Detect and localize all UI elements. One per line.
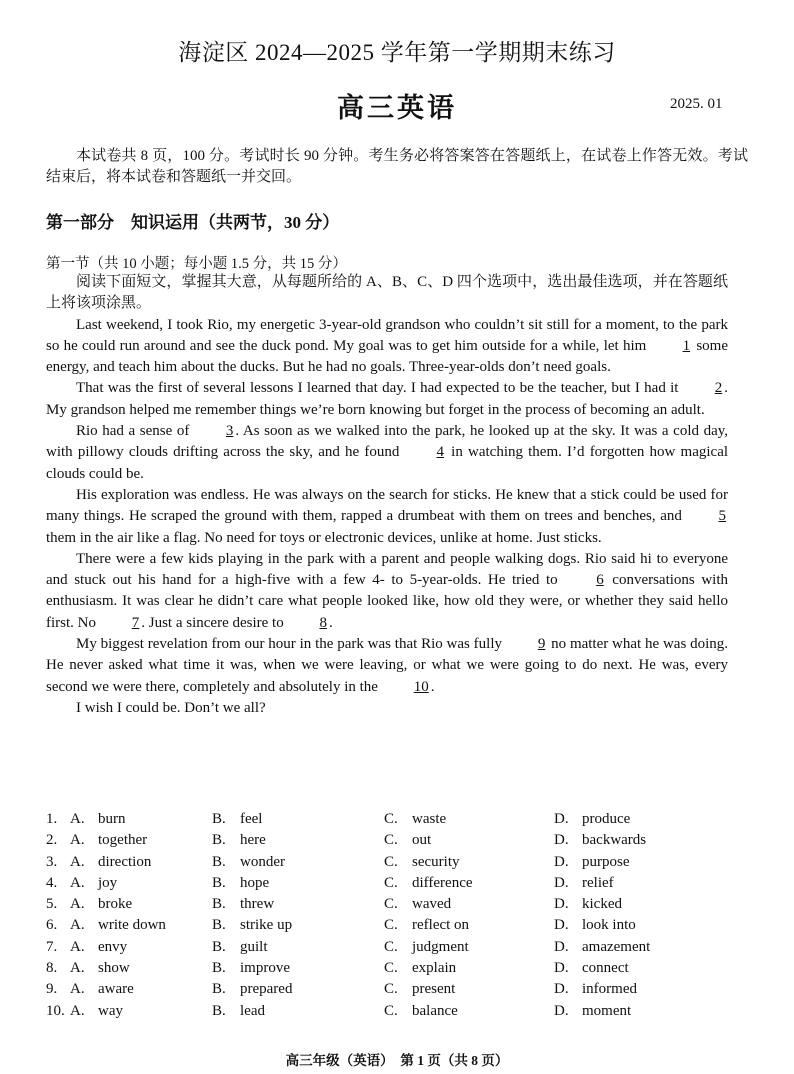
option-c bbox=[384, 1001, 554, 1022]
option-letter: D. bbox=[554, 938, 569, 955]
option-text: waved bbox=[412, 896, 452, 913]
option-text: security bbox=[412, 853, 460, 870]
exam-date: 2025. 01 bbox=[670, 96, 723, 112]
option-letter: C. bbox=[384, 896, 398, 913]
option-text: improve bbox=[240, 960, 290, 977]
option-d bbox=[554, 937, 734, 958]
option-row bbox=[46, 830, 736, 851]
option-letter: A. bbox=[70, 981, 85, 998]
option-b bbox=[212, 852, 384, 873]
option-c bbox=[384, 830, 554, 851]
option-a bbox=[46, 915, 212, 936]
option-a bbox=[46, 809, 212, 830]
option-a bbox=[46, 894, 212, 915]
option-text: waste bbox=[412, 811, 447, 827]
option-letter: A. bbox=[70, 896, 85, 913]
passage-paragraph: Rio had a sense of 3 . As soon as we walked into the park, he looked up at the sky. It was a cold day, with pillowy clouds drifting across the sky, and he found 4 in watching them. I’d forgotten how magical clouds could be. bbox=[46, 423, 729, 482]
option-letter: C. bbox=[384, 917, 398, 934]
option-text: connect bbox=[582, 960, 629, 977]
option-text: broke bbox=[98, 896, 133, 913]
option-text: backwards bbox=[582, 832, 647, 849]
option-d bbox=[554, 830, 734, 851]
option-letter: A. bbox=[70, 811, 85, 827]
option-letter: C. bbox=[384, 832, 398, 849]
option-c bbox=[384, 915, 554, 936]
option-letter: B. bbox=[212, 853, 226, 870]
option-text: way bbox=[98, 1002, 123, 1019]
option-row bbox=[46, 873, 736, 894]
option-letter: C. bbox=[384, 960, 398, 977]
question-number: 10. bbox=[46, 1002, 65, 1019]
option-a bbox=[46, 830, 212, 851]
option-text: lead bbox=[240, 1002, 265, 1019]
passage-paragraph: Last weekend, I took Rio, my energetic 3-year-old grandson who couldn’t sit still for a moment, to the park so he could run around and see the duck pond. My goal was to get him outside for a while, let him 1 some energy, and teach him about the ducks. But he had no goals. Three-year-olds don’t need goals. bbox=[46, 316, 728, 376]
option-text: out bbox=[412, 832, 432, 849]
option-a bbox=[46, 852, 212, 873]
option-letter: B. bbox=[212, 917, 226, 934]
question-number: 9. bbox=[46, 981, 58, 998]
option-letter: D. bbox=[554, 896, 569, 913]
option-b bbox=[212, 830, 384, 851]
option-letter: B. bbox=[212, 981, 226, 998]
option-d bbox=[554, 958, 734, 979]
question-number: 2. bbox=[46, 832, 58, 849]
option-letter: C. bbox=[384, 811, 398, 827]
option-text: envy bbox=[98, 938, 128, 955]
instructions: 阅读下面短文，掌握其大意，从每题所给的 A、B、C、D 四个选项中，选出最佳选项，并在答题纸上将该项涂黑。 bbox=[46, 274, 728, 312]
option-text: guilt bbox=[240, 938, 268, 955]
option-text: burn bbox=[98, 811, 126, 827]
passage-paragraph: My biggest revelation from our hour in the park was that Rio was fully 9 no matter what he was doing. He never asked what time it was, when we were leaving, or what we were going to do next. He was, every second we were there, completely and absolutely in the 10 . bbox=[46, 634, 728, 698]
option-text: relief bbox=[582, 874, 614, 891]
option-letter: D. bbox=[554, 853, 569, 870]
blank-5: 5 bbox=[718, 508, 727, 525]
option-letter: D. bbox=[554, 960, 569, 977]
option-letter: D. bbox=[554, 832, 569, 849]
option-text: together bbox=[98, 832, 148, 849]
option-text: judgment bbox=[412, 938, 469, 955]
question-number: 3. bbox=[46, 853, 58, 870]
option-text: here bbox=[240, 832, 266, 849]
option-text: kicked bbox=[582, 896, 622, 913]
option-row bbox=[46, 915, 736, 936]
option-text: joy bbox=[98, 874, 118, 891]
option-text: purpose bbox=[582, 853, 630, 870]
option-d bbox=[554, 915, 734, 936]
option-letter: A. bbox=[70, 853, 85, 870]
option-a bbox=[46, 979, 212, 1000]
option-text: threw bbox=[240, 896, 275, 913]
option-letter: A. bbox=[70, 1002, 85, 1019]
option-c bbox=[384, 809, 554, 830]
option-a bbox=[46, 937, 212, 958]
option-letter: C. bbox=[384, 938, 398, 955]
exam-notice: 本试卷共 8 页，100 分。考试时长 90 分钟。考生务必将答案答在答题纸上，在试卷上作答无效。考试结束后，将本试卷和答题纸一并交回。 bbox=[46, 148, 748, 185]
option-b bbox=[212, 958, 384, 979]
passage-paragraph: I wish I could be. Don’t we all? bbox=[76, 699, 266, 716]
option-letter: C. bbox=[384, 874, 398, 891]
option-d bbox=[554, 852, 734, 873]
cloze-passage bbox=[46, 272, 728, 719]
question-number: 4. bbox=[46, 874, 58, 891]
option-d bbox=[554, 894, 734, 915]
option-b bbox=[212, 873, 384, 894]
option-letter: C. bbox=[384, 1002, 398, 1019]
option-letter: A. bbox=[70, 874, 85, 891]
question-number: 5. bbox=[46, 896, 58, 913]
option-letter: D. bbox=[554, 981, 569, 998]
option-text: hope bbox=[240, 874, 270, 891]
blank-7: 7 bbox=[131, 614, 140, 631]
question-number: 1. bbox=[46, 811, 58, 827]
option-d bbox=[554, 873, 734, 894]
blank-2: 2 bbox=[714, 380, 723, 397]
option-a bbox=[46, 1001, 212, 1022]
option-text: present bbox=[412, 981, 456, 998]
option-letter: A. bbox=[70, 917, 85, 934]
question-number: 7. bbox=[46, 938, 58, 955]
option-letter: B. bbox=[212, 811, 226, 827]
option-letter: C. bbox=[384, 981, 398, 998]
option-b bbox=[212, 979, 384, 1000]
option-text: look into bbox=[582, 917, 636, 934]
blank-3: 3 bbox=[225, 423, 234, 440]
option-letter: D. bbox=[554, 917, 569, 934]
option-text: amazement bbox=[582, 938, 651, 955]
option-text: moment bbox=[582, 1002, 632, 1019]
exam-title: 海淀区 2024—2025 学年第一学期期末练习 bbox=[178, 40, 616, 65]
option-c bbox=[384, 873, 554, 894]
option-letter: A. bbox=[70, 832, 85, 849]
passage-paragraph: His exploration was endless. He was always on the search for sticks. He knew that a stick could be used for many things. He scraped the ground with them, rapped a drumbeat with them on trees and benches, and 5 them in the air like a flag. No need for toys or electronic devices, unlike at home. Just sticks. bbox=[46, 486, 728, 546]
option-d bbox=[554, 1001, 734, 1022]
option-letter: D. bbox=[554, 811, 569, 827]
option-letter: B. bbox=[212, 938, 226, 955]
option-letter: C. bbox=[384, 853, 398, 870]
option-a bbox=[46, 873, 212, 894]
section-one-heading: 第一节（共 10 小题；每小题 1.5 分，共 15 分） bbox=[46, 256, 347, 272]
option-text: balance bbox=[412, 1002, 458, 1019]
subject-title: 高三英语 bbox=[337, 93, 457, 123]
option-row bbox=[46, 852, 736, 873]
blank-4: 4 bbox=[436, 444, 444, 461]
option-letter: B. bbox=[212, 1002, 226, 1019]
option-d bbox=[554, 809, 734, 830]
option-row bbox=[46, 809, 736, 830]
option-text: aware bbox=[98, 981, 134, 998]
blank-8: 8 bbox=[319, 614, 327, 631]
option-letter: D. bbox=[554, 1002, 569, 1019]
part-one-heading: 第一部分 知识运用（共两节，30 分） bbox=[46, 213, 340, 232]
option-row bbox=[46, 958, 736, 979]
option-letter: B. bbox=[212, 896, 226, 913]
option-text: write down bbox=[98, 917, 166, 934]
answer-options bbox=[46, 809, 736, 1022]
option-text: prepared bbox=[240, 981, 293, 998]
option-text: reflect on bbox=[412, 917, 470, 934]
option-letter: A. bbox=[70, 960, 85, 977]
page-footer: 高三年级（英语） 第 1 页（共 8 页） bbox=[285, 1053, 509, 1068]
option-c bbox=[384, 979, 554, 1000]
question-number: 6. bbox=[46, 917, 58, 934]
option-b bbox=[212, 809, 384, 830]
option-text: strike up bbox=[240, 917, 293, 934]
passage-paragraph: That was the first of several lessons I learned that day. I had expected to be the teacher, but I had it 2 . My grandson helped me remember things we’re born knowing but forget in the process of becoming an adult. bbox=[46, 380, 728, 418]
option-b bbox=[212, 894, 384, 915]
option-letter: B. bbox=[212, 874, 226, 891]
option-row bbox=[46, 979, 736, 1000]
option-d bbox=[554, 979, 734, 1000]
blank-9: 9 bbox=[537, 636, 546, 653]
option-letter: D. bbox=[554, 874, 569, 891]
question-number: 8. bbox=[46, 960, 58, 977]
option-letter: B. bbox=[212, 832, 226, 849]
option-text: informed bbox=[582, 981, 637, 998]
option-text: wonder bbox=[240, 853, 285, 870]
option-text: produce bbox=[582, 811, 631, 827]
option-b bbox=[212, 915, 384, 936]
option-c bbox=[384, 958, 554, 979]
option-row bbox=[46, 894, 736, 915]
option-text: feel bbox=[240, 811, 263, 827]
option-letter: A. bbox=[70, 938, 85, 955]
blank-6: 6 bbox=[596, 572, 604, 589]
option-c bbox=[384, 937, 554, 958]
blank-10: 10 bbox=[413, 678, 429, 695]
option-row bbox=[46, 1001, 736, 1022]
option-row bbox=[46, 937, 736, 958]
option-text: explain bbox=[412, 960, 457, 977]
option-b bbox=[212, 1001, 384, 1022]
option-a bbox=[46, 958, 212, 979]
option-b bbox=[212, 937, 384, 958]
option-c bbox=[384, 894, 554, 915]
blank-1: 1 bbox=[682, 337, 691, 354]
option-text: direction bbox=[98, 853, 152, 870]
option-text: difference bbox=[412, 874, 473, 891]
passage-paragraph: There were a few kids playing in the park with a parent and people walking dogs. Rio said hi to everyone and stuck out his hand for a high-five with a few 4- to 5-year-olds. He tried to 6 conversations with enthusiasm. It was clear he didn’t care what people looked like, how old they were, or whether they said hello first. No 7 . Just a sincere desire to 8 . bbox=[46, 549, 728, 634]
option-c bbox=[384, 852, 554, 873]
option-letter: B. bbox=[212, 960, 226, 977]
option-text: show bbox=[98, 960, 130, 977]
